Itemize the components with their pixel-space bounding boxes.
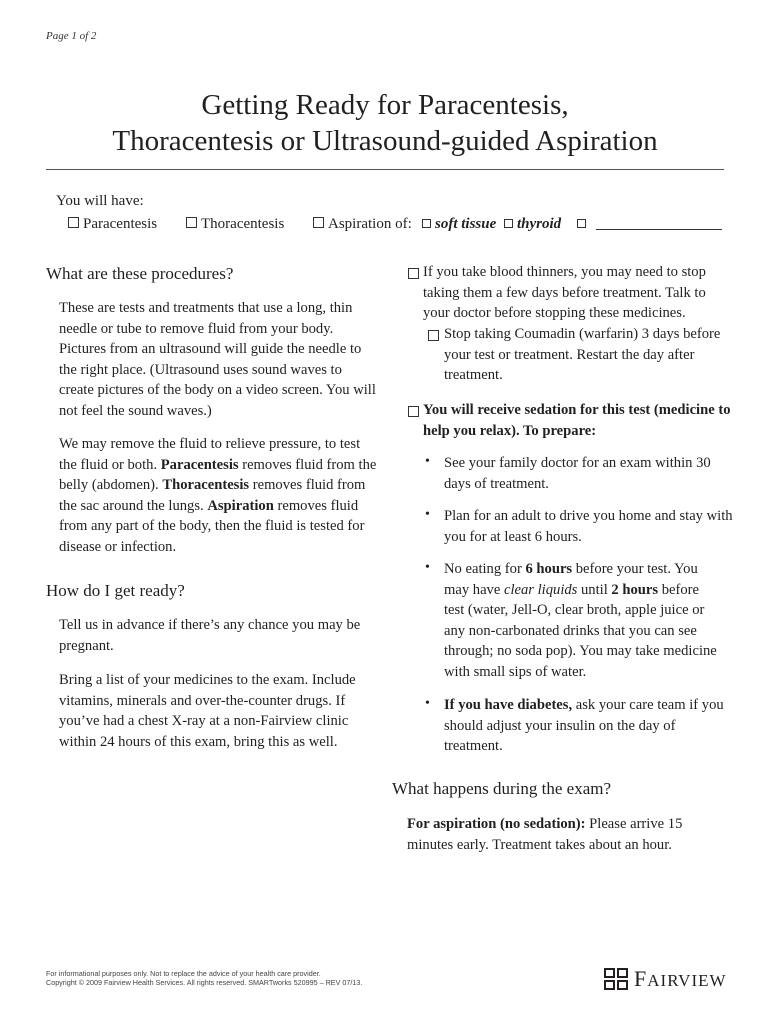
title-line-2: Thoracentesis or Ultrasound-guided Aspiration [112,125,658,157]
page-number: Page 1 of 2 [46,30,97,42]
fairview-logo-text: FAIRVIEW [634,966,727,991]
fairview-logo-icon [604,968,628,990]
checkbox-aspiration[interactable] [313,214,412,234]
checkbox-icon [422,219,431,228]
fairview-logo [604,966,727,992]
exam-paragraph: For aspiration (no sedation): Please arrive 15 minutes early. Treatment takes about an hour. [407,816,683,853]
fluid-removal-paragraph: We may remove the fluid to relieve pressure, to test the fluid or both. Paracentesis removes fluid from the belly (abdomen). Thoracentesis removes fluid from the sac around the lungs. Aspiration removes fluid from any part of the body, then the fluid is tested for disease or infection. [59,436,377,555]
coumadin-text: Stop taking Coumadin (warfarin) 3 days before your test or treatment. Restart the day after treatment. [444,326,721,384]
heading-how-get-ready: How do I get ready? [46,581,185,600]
checkbox-icon [68,217,79,228]
checkbox-sedation[interactable] [408,406,419,417]
checkbox-icon [504,219,513,228]
checkbox-icon [186,217,197,228]
checkbox-blood-thinners[interactable] [408,268,419,279]
checkbox-soft-tissue[interactable] [422,214,496,234]
bullet-no-eating: No eating for 6 hours before your test. You may have clear liquids until 2 hours before test (water, Jell-O, clear broth, apple juice or any non-carbonated drinks that you can see through; no soda pop). You may take medicine with small sips of water. [444,561,717,680]
title-line-1: Getting Ready for Paracentesis, [201,89,569,121]
other-blank-line[interactable] [596,217,722,230]
bullet-icon: • [425,454,430,469]
sedation-text: You will receive sedation for this test (medicine to help you relax). To prepare: [423,402,731,439]
option-label: soft tissue [435,216,497,232]
blood-thinners-text: If you take blood thinners, you may need to stop taking them a few days before treatment. Talk to your doctor before stopping these medicines. [423,264,706,322]
bullet-family-doctor: See your family doctor for an exam within 30 days of treatment. [444,455,711,492]
bullet-icon: • [425,696,430,711]
title-divider [46,169,724,170]
heading-what-are-procedures: What are these procedures? [46,264,234,283]
bullet-icon: • [425,507,430,522]
checkbox-coumadin[interactable] [428,330,439,341]
checkbox-icon [577,219,586,228]
option-label: Aspiration of: [328,216,412,232]
footer-disclaimer: For informational purposes only. Not to replace the advice of your health care provider. Copyright © 2009 Fairview Health Services. All rights reserved. SMARTworks 520995 – REV 07/13. [46,969,363,987]
medicines-paragraph: Bring a list of your medicines to the exam. Include vitamins, minerals and over-the-counter drugs. If you’ve had a chest X-ray at a non-Fairview clinic within 24 hours of this exam, bring this as well. [59,672,356,750]
bullet-driver: Plan for an adult to drive you home and stay with you for at least 6 hours. [444,508,733,545]
you-will-have-label: You will have: [56,193,144,209]
pregnancy-paragraph: Tell us in advance if there’s any chance you may be pregnant. [59,617,361,654]
bullet-diabetes: If you have diabetes, ask your care team if you should adjust your insulin on the day of treatment. [444,697,724,755]
checkbox-paracentesis[interactable] [68,214,157,234]
checkbox-thoracentesis[interactable] [186,214,284,234]
option-label: Thoracentesis [201,216,285,232]
checkbox-icon [313,217,324,228]
checkbox-other[interactable] [577,214,722,234]
option-label: Paracentesis [83,216,158,232]
heading-during-exam: What happens during the exam? [392,779,612,798]
checkbox-thyroid[interactable] [504,214,561,234]
option-label: thyroid [517,216,562,232]
procedures-paragraph: These are tests and treatments that use a long, thin needle or tube to remove fluid from your body. Pictures from an ultrasound will guide the needle to the right place. (Ultrasound uses sound waves to create pictures of the body on a video screen. You will not feel the sound waves.) [59,300,376,419]
bullet-icon: • [425,560,430,575]
